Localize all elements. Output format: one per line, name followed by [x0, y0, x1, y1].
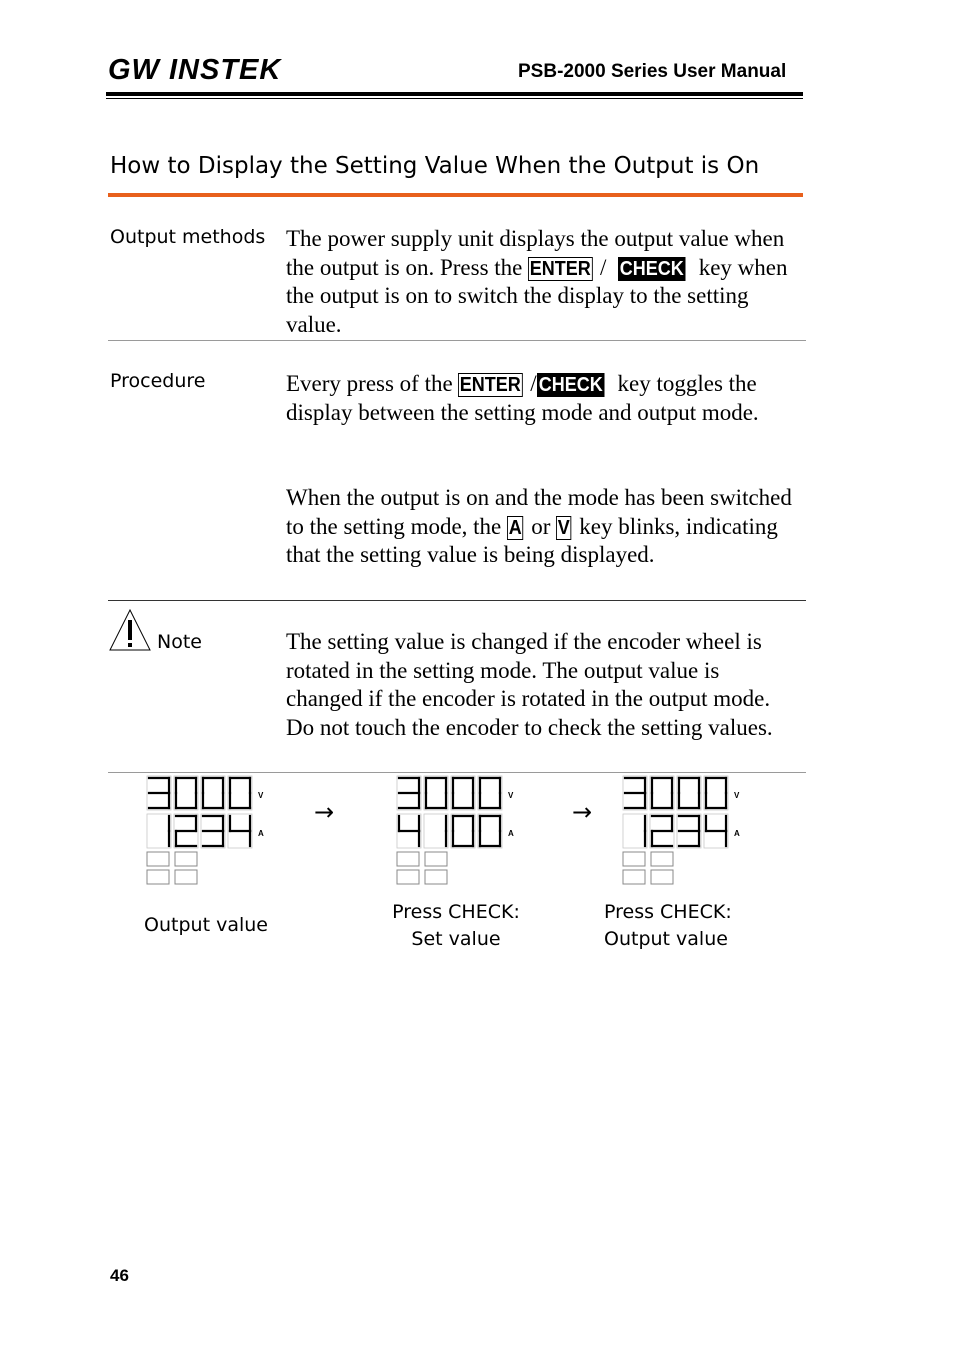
indicator-box [147, 852, 169, 866]
a-key: A [508, 516, 522, 539]
unit-top-label: V [734, 791, 740, 800]
unit-bottom-label: A [258, 829, 264, 838]
check-key: CHECK [538, 374, 603, 396]
procedure-paragraph-2 [286, 484, 796, 570]
seven-segment-display-2 [396, 774, 520, 890]
enter-key: ENTER [529, 257, 591, 280]
indicator-box [425, 852, 447, 866]
caption-set-value: Press CHECK: Set value [392, 901, 520, 950]
header-rule [106, 92, 803, 96]
unit-top-label: V [508, 791, 514, 800]
unit-top-label: V [258, 791, 264, 800]
procedure-text-b: key toggles the display between the setting mode and output mode. [286, 371, 759, 425]
header-rule-thin [106, 98, 803, 99]
procedure-label: Procedure [110, 370, 206, 392]
manual-title: PSB-2000 Series User Manual [518, 61, 787, 82]
page-number: 46 [110, 1266, 129, 1285]
section-title: How to Display the Setting Value When the Output is On [110, 153, 760, 179]
seven-segment-display-3 [622, 774, 746, 890]
procedure-text-a: Every press of the [286, 371, 453, 396]
indicator-box [397, 852, 419, 866]
indicator-box [623, 852, 645, 866]
note-label: Note [157, 631, 202, 653]
arrow-2: → [572, 798, 593, 826]
row-separator [108, 772, 806, 773]
v-key: V [557, 516, 570, 539]
brand-logo: GW INSTEK [108, 54, 282, 86]
output-methods-text [286, 225, 796, 339]
output-methods-text-a: The power supply unit displays the output value when the output is on. Press the [286, 226, 785, 280]
indicator-box [147, 870, 169, 884]
output-methods-text-b: key when the output is on to switch the display to the setting value. [286, 254, 788, 337]
procedure-paragraph-1 [286, 370, 796, 427]
caption-output-value: Output value [144, 914, 268, 936]
section-divider [108, 193, 803, 197]
seven-segment-display-1 [146, 774, 270, 890]
warning-icon [108, 608, 152, 652]
output-methods-label: Output methods [110, 226, 266, 248]
indicator-box [397, 870, 419, 884]
row-separator [108, 340, 806, 341]
row-separator [108, 600, 806, 601]
check-key: CHECK [619, 257, 684, 280]
caption-output-value-2: Press CHECK: Output value [604, 901, 732, 950]
indicator-box [175, 870, 197, 884]
slash: / [530, 371, 537, 396]
unit-bottom-label: A [508, 829, 514, 838]
note-text: The setting value is changed if the encoder wheel is rotated in the setting mode. The output value is changed if the encoder is rotated in the output mode. Do not touch the encoder to check the setting values. [286, 629, 773, 740]
procedure-text-d: key blinks, indicating that the setting value is being displayed. [286, 513, 778, 567]
slash: / [599, 254, 607, 280]
procedure-text-c: When the output is on and the mode has been switched to the setting mode, the [286, 485, 792, 539]
unit-bottom-label: A [734, 829, 740, 838]
indicator-box [175, 852, 197, 866]
indicator-box [651, 852, 673, 866]
or-text: or [531, 513, 551, 539]
indicator-box [651, 870, 673, 884]
indicator-box [425, 870, 447, 884]
enter-key: ENTER [460, 374, 522, 396]
indicator-box [623, 870, 645, 884]
arrow-1: → [314, 798, 335, 826]
